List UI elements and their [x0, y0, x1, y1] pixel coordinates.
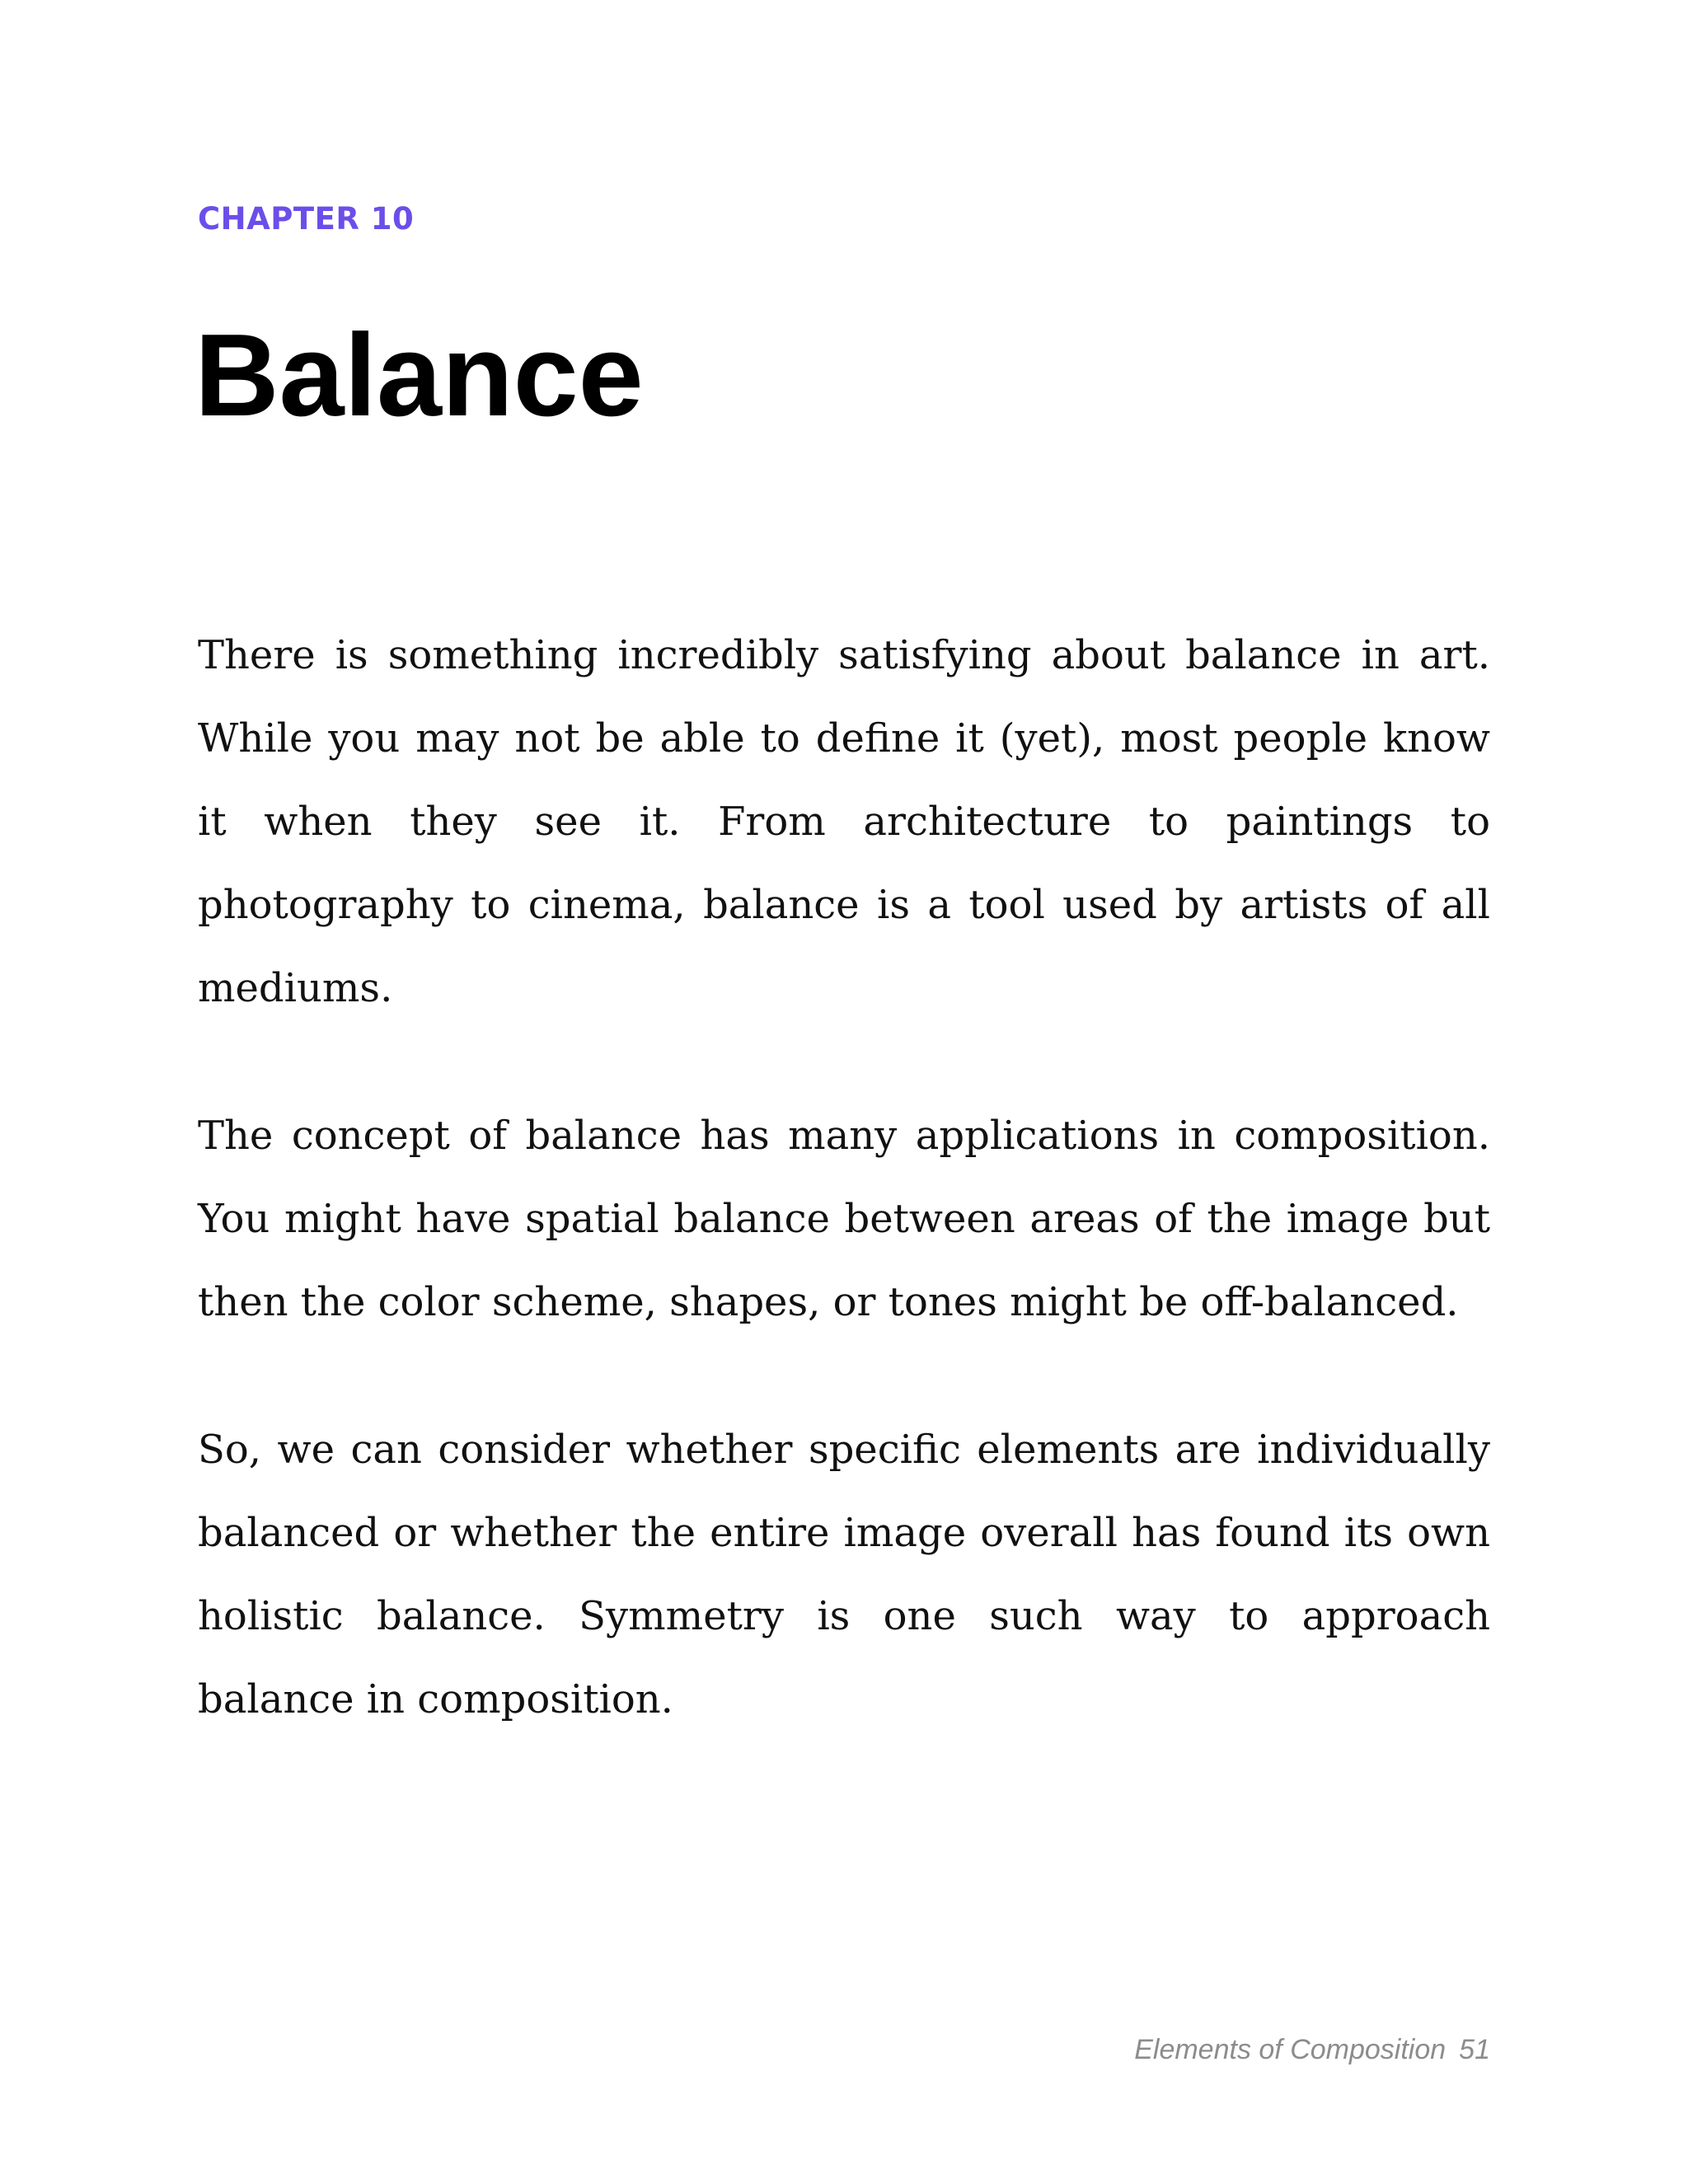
footer-book-title: Elements of Composition	[1134, 2034, 1447, 2065]
body-paragraph: The concept of balance has many applications in composition. You might have spatial balance between areas of the image but then the color scheme, shapes, or tones might be off-balanced.	[198, 1113, 1490, 1325]
chapter-body	[198, 614, 1490, 1806]
page-footer	[1134, 2034, 1490, 2066]
body-paragraph: So, we can consider whether specific elements are individually balanced or whether the entire image overall has found its own holistic balance. Symmetry is one such way to approach balance in composition.	[198, 1427, 1490, 1722]
chapter-label: CHAPTER 10	[198, 201, 415, 237]
body-paragraph: There is something incredibly satisfying about balance in art. While you may not be able to define it (yet), most people know it when they see it. From architecture to paintings to photography to cinema, balance is a tool used by artists of all mediums.	[198, 632, 1490, 1011]
page-number: 51	[1459, 2034, 1490, 2065]
chapter-title: Balance	[195, 310, 644, 441]
